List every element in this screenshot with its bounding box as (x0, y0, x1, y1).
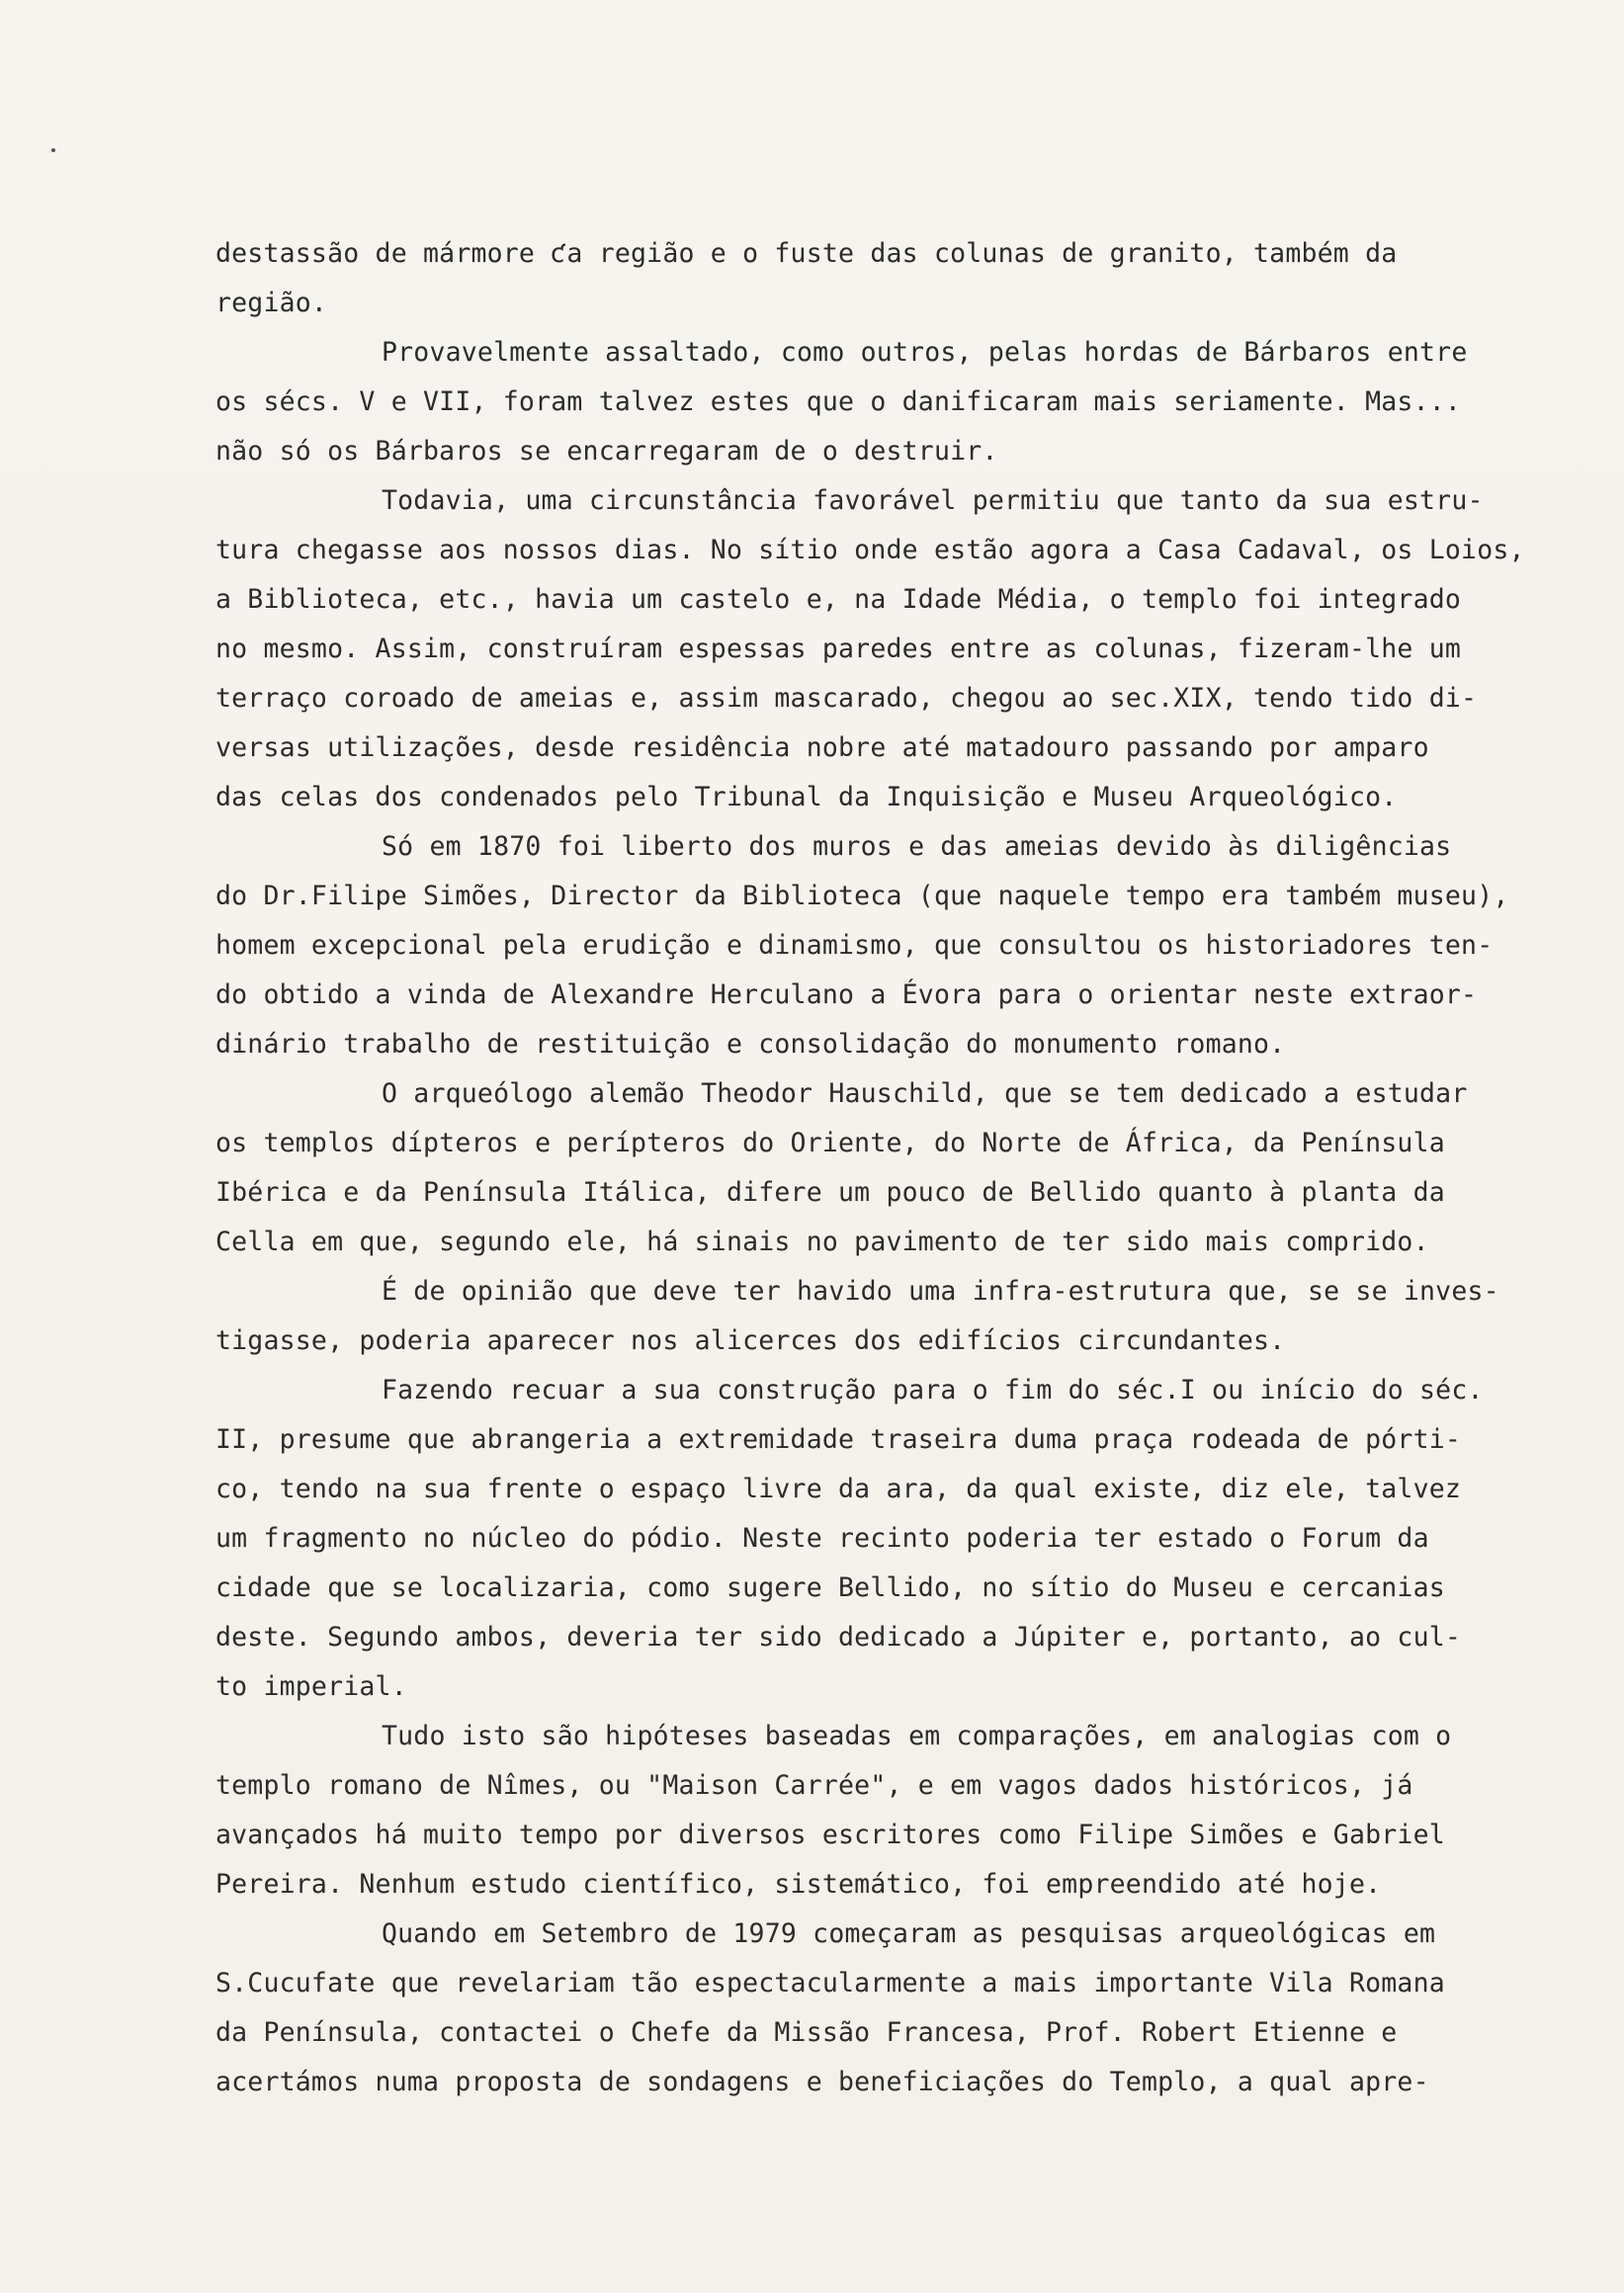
text-line: tigasse, poderia aparecer nos alicerces dos edifícios circundantes. (215, 1325, 1286, 1356)
text-line: destaѕsão de mármore ƈa região e o fuste das colunas de granito, também da (215, 238, 1398, 269)
text-line: co, tendo na sua frente o espaço livre da ara, da qual existe, diz ele, talvez (215, 1474, 1462, 1504)
text-line: os sécs. V e VII, foram talvez estes que o danificaram mais seriamente. Mas... (215, 386, 1462, 417)
text-line: Só em 1870 foi liberto dos muros e das ameias devido às diligências (382, 831, 1452, 862)
text-line: homem excepcional pela erudição e dinamismo, que consultou os historiadores ten- (215, 930, 1494, 961)
ink-speck (51, 148, 55, 152)
text-line: tura chegasse aos nossos dias. No sítio onde estão agora a Casa Cadaval, os Loios, (215, 535, 1525, 565)
text-line: do obtido a vinda de Alexandre Herculano a Évora para o orientar neste extraor- (215, 979, 1478, 1010)
text-line: templo romano de Nîmes, ou "Maison Carrée", e em vagos dados históricos, já (215, 1770, 1413, 1801)
text-line: Cella em que, segundo ele, há sinais no pavimento de ter sido mais comprido. (215, 1227, 1429, 1257)
text-line: Provavelmente assaltado, como outros, pelas hordas de Bárbaros entre (382, 337, 1468, 368)
text-line: to imperial. (215, 1671, 407, 1702)
text-line: do Dr.Filipe Simões, Director da Biblioteca (que naquele tempo era também museu), (215, 881, 1509, 911)
text-line: não só os Bárbaros se encarregaram de o destruir. (215, 436, 998, 467)
text-line: avançados há muito tempo por diversos escritores como Filipe Simões e Gabriel (215, 1820, 1445, 1850)
text-line: terraço coroado de ameias e, assim mascarado, chegou ao sec.XIX, tendo tido di- (215, 683, 1478, 714)
text-line: no mesmo. Assim, construíram espessas paredes entre as colunas, fizeram-lhe um (215, 634, 1462, 664)
text-line: a Biblioteca, etc., havia um castelo e, na Idade Média, o templo foi integrado (215, 584, 1462, 615)
text-line: deste. Segundo ambos, deveria ter sido dedicado a Júpiter e, portanto, ao cul- (215, 1622, 1462, 1653)
text-line: dinário trabalho de restituição e consolidação do monumento romano. (215, 1029, 1286, 1060)
text-line: versas utilizações, desde residência nobre até matadouro passando por amparo (215, 732, 1429, 763)
text-line: II, presume que abrangeria a extremidade traseira duma praça rodeada de pórti- (215, 1424, 1462, 1455)
text-line: das celas dos condenados pelo Tribunal da Inquisição e Museu Arqueológico. (215, 782, 1398, 812)
text-line: acertámos numa proposta de sondagens e beneficiações do Templo, a qual apre- (215, 2067, 1429, 2097)
text-line: Pereira. Nenhum estudo científico, sistemático, foi empreendido até hoje. (215, 1869, 1382, 1900)
text-line: É de opinião que deve ter havido uma infra-estrutura que, se se inves- (382, 1276, 1499, 1307)
text-line: os templos dípteros e perípteros do Oriente, do Norte de África, da Península (215, 1128, 1445, 1158)
document-body (215, 229, 1540, 2107)
text-line: S.Cucufate que revelariam tão espectacularmente a mais importante Vila Romana (215, 1968, 1445, 1998)
text-line: Fazendo recuar a sua construção para o fim do séc.I ou início do séc. (382, 1375, 1484, 1405)
text-line: O arqueólogo alemão Theodor Hauschild, que se tem dedicado a estudar (382, 1078, 1468, 1109)
text-line: cidade que se localizaria, como sugere Bellido, no sítio do Museu e cercanias (215, 1572, 1445, 1603)
text-line: um fragmento no núcleo do pódio. Neste recinto poderia ter estado o Forum da (215, 1523, 1429, 1554)
text-line: da Península, contactei o Chefe da Missão Francesa, Prof. Robert Etienne e (215, 2017, 1398, 2048)
text-line: região. (215, 288, 328, 318)
text-line: Todavia, uma circunstância favorável permitiu que tanto da sua estru- (382, 485, 1484, 516)
text-line: Tudo isto são hipóteses baseadas em comparações, em analogias com o (382, 1721, 1452, 1751)
text-line: Ibérica e da Península Itálica, difere um pouco de Bellido quanto à planta da (215, 1177, 1445, 1208)
text-line: Quando em Setembro de 1979 começaram as pesquisas arqueológicas em (382, 1918, 1436, 1949)
